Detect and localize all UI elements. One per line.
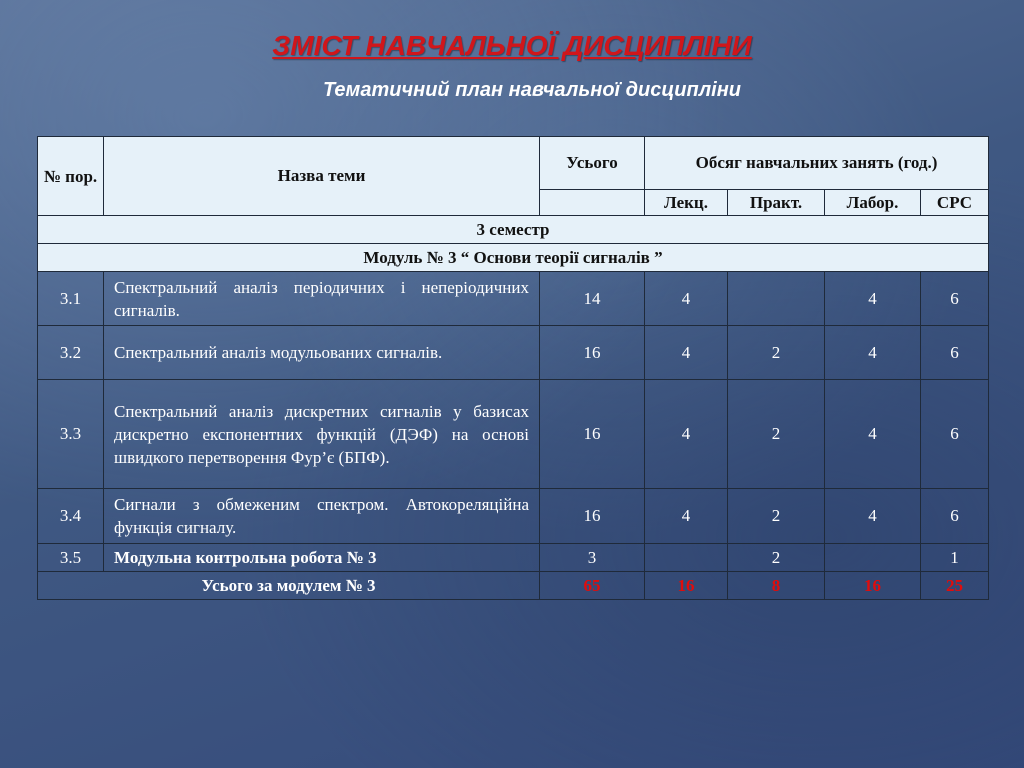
header-total-blank xyxy=(540,190,645,216)
header-num: № пор. xyxy=(38,137,104,216)
row-labs xyxy=(825,544,921,572)
row-total: 16 xyxy=(540,326,645,380)
row-lectures: 4 xyxy=(645,272,728,326)
row-lectures xyxy=(645,544,728,572)
row-labs: 4 xyxy=(825,380,921,489)
row-practice xyxy=(728,272,825,326)
row-num: 3.1 xyxy=(38,272,104,326)
row-lectures: 4 xyxy=(645,489,728,544)
totals-total: 65 xyxy=(540,572,645,600)
row-num: 3.5 xyxy=(38,544,104,572)
row-srs: 6 xyxy=(921,380,989,489)
row-labs: 4 xyxy=(825,326,921,380)
row-topic: Модульна контрольна робота № 3 xyxy=(104,544,540,572)
header-volume: Обсяг навчальних занять (год.) xyxy=(645,137,989,190)
header-topic-name: Назва теми xyxy=(104,137,540,216)
row-num: 3.4 xyxy=(38,489,104,544)
table-row xyxy=(38,489,989,544)
table-row xyxy=(38,272,989,326)
header-srs: СРС xyxy=(921,190,989,216)
row-srs: 6 xyxy=(921,272,989,326)
row-num: 3.3 xyxy=(38,380,104,489)
totals-srs: 25 xyxy=(921,572,989,600)
row-srs: 6 xyxy=(921,326,989,380)
totals-practice: 8 xyxy=(728,572,825,600)
totals-row xyxy=(38,572,989,600)
semester-row xyxy=(38,216,989,244)
totals-lectures: 16 xyxy=(645,572,728,600)
table-row xyxy=(38,380,989,489)
row-topic: Спектральний аналіз періодичних і неперіодичних сигналів. xyxy=(104,272,540,326)
page-subtitle: Тематичний план навчальної дисципліни xyxy=(322,79,742,101)
row-total: 16 xyxy=(540,489,645,544)
row-lectures: 4 xyxy=(645,326,728,380)
header-total: Усього xyxy=(540,137,645,190)
row-labs: 4 xyxy=(825,489,921,544)
table-row xyxy=(38,326,989,380)
totals-labs: 16 xyxy=(825,572,921,600)
row-practice: 2 xyxy=(728,544,825,572)
row-practice: 2 xyxy=(728,326,825,380)
module-label: Модуль № 3 “ Основи теорії сигналів ” xyxy=(38,244,989,272)
row-total: 3 xyxy=(540,544,645,572)
row-lectures: 4 xyxy=(645,380,728,489)
row-srs: 6 xyxy=(921,489,989,544)
header-labs: Лабор. xyxy=(825,190,921,216)
row-total: 16 xyxy=(540,380,645,489)
row-topic: Спектральний аналіз модульованих сигналів. xyxy=(104,326,540,380)
totals-label: Усього за модулем № 3 xyxy=(38,572,540,600)
row-practice: 2 xyxy=(728,489,825,544)
row-num: 3.2 xyxy=(38,326,104,380)
row-labs: 4 xyxy=(825,272,921,326)
row-total: 14 xyxy=(540,272,645,326)
row-srs: 1 xyxy=(921,544,989,572)
table-header-row xyxy=(38,137,989,190)
table-row xyxy=(38,544,989,572)
header-practice: Практ. xyxy=(728,190,825,216)
thematic-plan-table xyxy=(37,136,989,600)
page-title: ЗМІСТ НАВЧАЛЬНОЇ ДИСЦИПЛІНИ xyxy=(272,30,752,61)
row-topic: Спектральний аналіз дискретних сигналів у базисах дискретно експонентних функцій (ДЭФ) на основі швидкого перетворення Фур’є (БПФ). xyxy=(104,380,540,489)
semester-label: 3 семестр xyxy=(38,216,989,244)
module-row xyxy=(38,244,989,272)
row-topic: Сигнали з обмеженим спектром. Автокореляційна функція сигналу. xyxy=(104,489,540,544)
row-practice: 2 xyxy=(728,380,825,489)
header-lectures: Лекц. xyxy=(645,190,728,216)
